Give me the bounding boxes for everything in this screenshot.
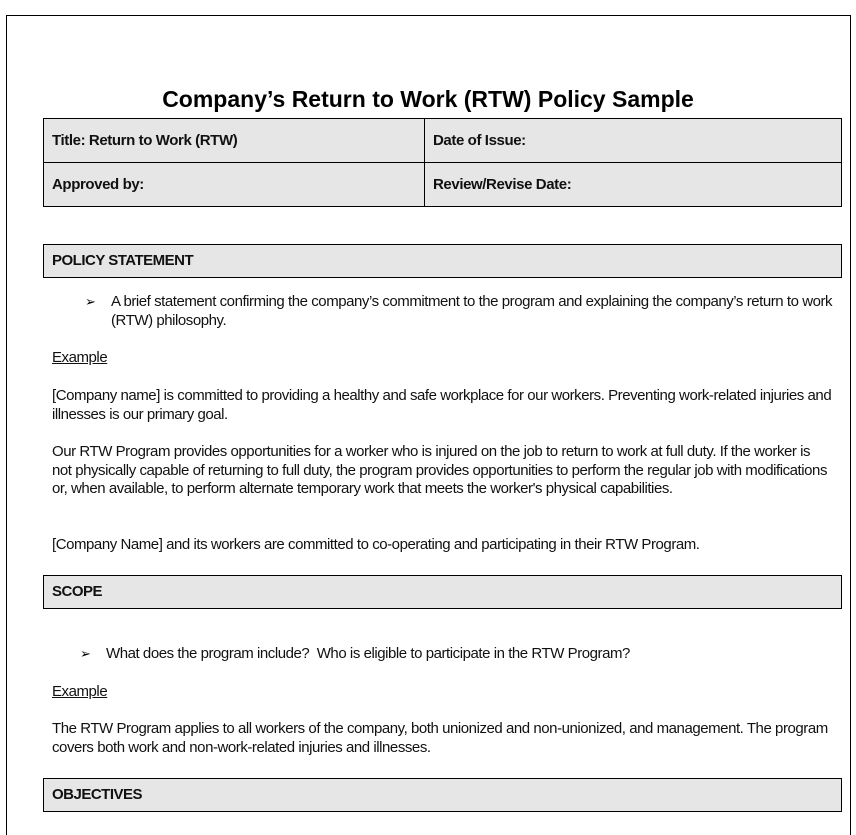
review-revise-date-cell: Review/Revise Date: xyxy=(425,163,842,207)
arrowhead-bullet-icon: ➢ xyxy=(80,646,91,661)
policy-paragraph: Our RTW Program provides opportunities for a worker who is injured on the job to return to work at full duty. If the worker is not physically capable of returning to full duty, the program provides opportunities to perform the regular job with modifications or, when available, to perform alternate temporary work that meets the worker's physical capabilities. xyxy=(52,443,827,498)
date-of-issue-cell: Date of Issue: xyxy=(425,119,842,163)
approved-by-cell: Approved by: xyxy=(44,163,425,207)
example-label: Example xyxy=(52,683,108,700)
policy-paragraph: [Company Name] and its workers are committed to co-operating and participating in their RTW Program. xyxy=(52,536,700,553)
table-row xyxy=(44,163,842,207)
bullet-text: A brief statement confirming the company’s commitment to the program and explaining the company’s return to work (RTW) philosophy. xyxy=(111,293,833,329)
policy-meta-table xyxy=(43,118,842,207)
objectives-heading: OBJECTIVES xyxy=(43,778,842,812)
table-row xyxy=(44,119,842,163)
title-cell: Title: Return to Work (RTW) xyxy=(44,119,425,163)
document-title: Company’s Return to Work (RTW) Policy Sample xyxy=(162,86,694,112)
scope-paragraph: The RTW Program applies to all workers of the company, both unionized and non-unionized, and management. The program covers both work and non-work-related injuries and illnesses. xyxy=(52,720,828,756)
policy-paragraph: [Company name] is committed to providing a healthy and safe workplace for our workers. Preventing work-related injuries and illnesses is our primary goal. xyxy=(52,387,832,423)
bullet-text: What does the program include? Who is eligible to participate in the RTW Program? xyxy=(106,645,630,662)
example-label: Example xyxy=(52,349,108,366)
arrowhead-bullet-icon: ➢ xyxy=(85,294,96,309)
policy-statement-heading: POLICY STATEMENT xyxy=(43,244,842,278)
scope-heading: SCOPE xyxy=(43,575,842,609)
